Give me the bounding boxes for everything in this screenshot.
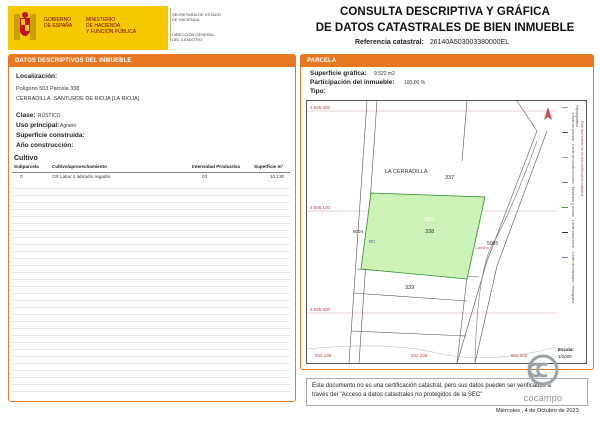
col-superficie: Superficie m² (254, 164, 284, 169)
page-title-line2: DE DATOS CATASTRALES DE BIEN INMUEBLE (315, 22, 575, 34)
cocampo-watermark (518, 354, 568, 403)
col-subparcela: Subparcela (14, 164, 39, 169)
directorate-name: DIRECCIÓN GENERAL DEL CATASTRO (172, 32, 215, 42)
cadastral-reference (355, 39, 509, 46)
place-name-label: LA CERRADILLA (385, 169, 428, 175)
scale-label: Escala: (558, 347, 574, 352)
cultivo-title: Cultivo (14, 155, 38, 162)
parcel-title: PARCELA (301, 55, 593, 67)
cell-subparcela: 0 (20, 174, 23, 179)
legend-vertical-text: Límite de parcela · Límite de construcciones · Mobiliario y aceras · Límite zona verde · Límite de manzana · Hidrografía (571, 113, 575, 304)
empty-table-lines (12, 182, 290, 392)
stream-label: RC (369, 239, 376, 244)
table-row (12, 173, 290, 181)
coord-x-mid: 502.200 (411, 353, 428, 358)
localizacion-line2: CERRADILLA. SANTURDE DE RIOJA [LA RIOJA] (16, 96, 140, 102)
north-arrow-icon (543, 107, 553, 121)
tipo-label: Tipo: (310, 88, 326, 95)
legend-line-0: Hipsográfico (575, 105, 580, 128)
road-label: Camino (475, 245, 489, 250)
cell-cultivo: CR Labor o labradío regadío (52, 174, 111, 179)
coat-of-arms-icon (12, 10, 38, 44)
scale-value: 1/2000 (558, 354, 572, 359)
descriptive-data-title: DATOS DESCRIPTIVOS DEL INMUEBLE (9, 55, 295, 67)
gov-name: GOBIERNO DE ESPAÑA (44, 17, 73, 29)
cocampo-text: cocampo (523, 393, 563, 403)
cell-intensidad: 03 (202, 174, 208, 179)
superficie-construida-label: Superficie construida: (16, 132, 85, 139)
secretary-name: SECRETARÍA DE ESTADO DE HACIENDA (172, 12, 221, 22)
uso-label: Uso principal: (16, 122, 60, 129)
cell-superficie: 10.130 (270, 174, 285, 179)
coord-y-mid: 4.695.100 (310, 205, 331, 210)
sup-grafica-value: 9.522 m2 (374, 71, 395, 77)
map-legend (556, 100, 587, 364)
parcel-map (306, 100, 558, 364)
issue-date: Miércoles , 4 de Octubre de 2023 (496, 408, 579, 414)
uso-value: Agrario (60, 123, 77, 129)
cocampo-logo-icon (518, 354, 568, 392)
ref-label: Referencia catastral: (355, 39, 424, 46)
parcel-label-503: 503 (425, 217, 435, 223)
coord-x-right: 502.300 (511, 353, 528, 358)
ministry-name: MINISTERIO DE HACIENDA Y FUNCIÓN PÚBLICA (86, 17, 137, 35)
coord-x-left: 502.100 (315, 353, 332, 358)
coord-y-top: 4.695.200 (310, 105, 331, 110)
localizacion-line1: Polígono 503 Parcela 338 (16, 86, 80, 92)
cultivo-table (12, 164, 290, 181)
ref-value: 26140A503003380000EL (429, 39, 510, 46)
parcel-label-5005: 5005 (487, 241, 499, 247)
legend-disclaimer: Este documento no es una certificación catastral (580, 121, 584, 197)
clase-value: RÚSTICO (38, 113, 61, 119)
anio-construccion-label: Año construcción: (16, 142, 74, 149)
localizacion-label: Localización: (16, 73, 58, 80)
participacion-label: Participación del inmueble: (310, 79, 395, 86)
col-intensidad: Intensidad Productiva (192, 164, 240, 169)
disclaimer-line1: Este documento no es una certificación catastral, pero sus datos pueden ser verificados a (312, 383, 551, 389)
parcel-label-339: 339 (405, 285, 415, 291)
header-separator (170, 8, 171, 42)
col-cultivo: Cultivo/aprovechamiento (52, 164, 107, 169)
highlighted-parcel (361, 193, 485, 279)
coord-y-bottom: 4.695.000 (310, 307, 331, 312)
participacion-value: 100,00 % (404, 80, 426, 86)
page-title-line1: CONSULTA DESCRIPTIVA Y GRÁFICA (339, 6, 550, 18)
sup-grafica-label: Superficie gráfica: (310, 70, 367, 77)
disclaimer-line2: través del "Acceso a datos catastrales no protegidos de la SEC" (312, 392, 483, 398)
parcel-label-337: 337 (445, 175, 455, 181)
parcel-label-338: 338 (425, 229, 435, 235)
table-header-row (12, 164, 290, 173)
parcel-label-9004: 9004 (353, 229, 364, 234)
clase-label: Clase: (16, 112, 36, 119)
